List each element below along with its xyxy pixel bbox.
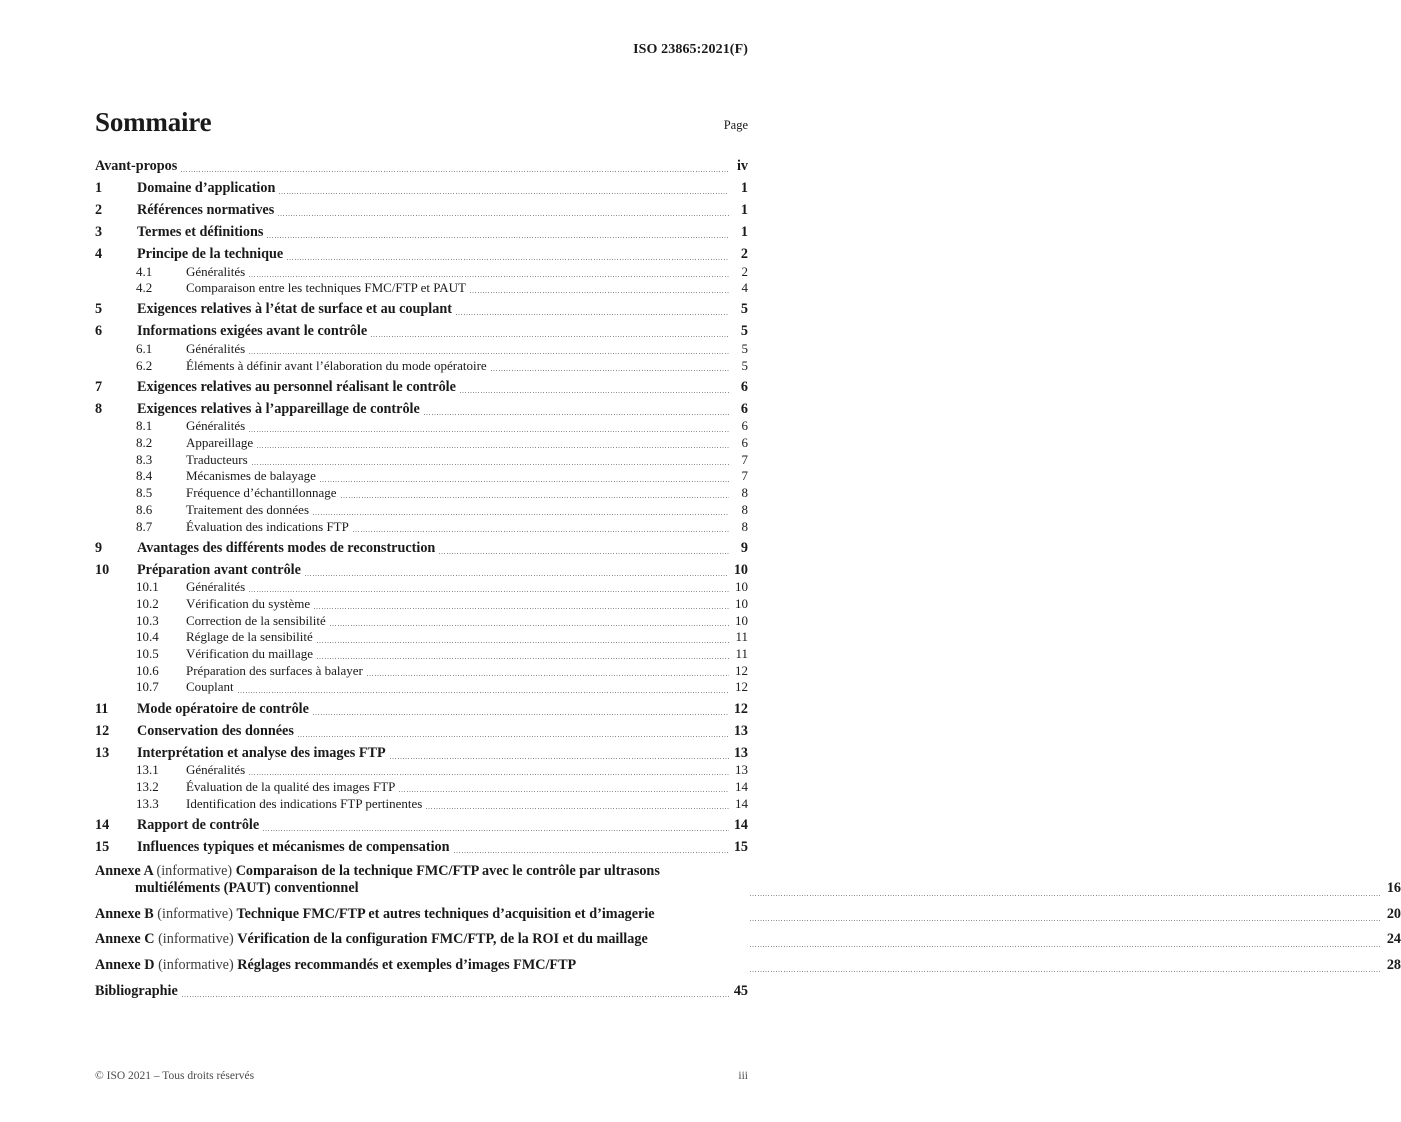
toc-entry-number: 8.6: [136, 501, 153, 517]
dot-leader: [267, 237, 729, 238]
annex-name: Annexe D: [95, 956, 159, 973]
dot-leader: [181, 171, 729, 172]
dot-leader: [182, 996, 729, 997]
annex-kind: (informative): [158, 956, 238, 973]
toc-entry-subclause[interactable]: [95, 484, 748, 501]
toc-entry-subclause[interactable]: [95, 279, 748, 296]
toc-entry-subclause[interactable]: [95, 262, 748, 279]
dot-leader: [313, 514, 729, 515]
toc-entry-page: 5: [741, 340, 748, 356]
dot-leader: [314, 608, 729, 609]
dot-leader: [263, 830, 729, 831]
toc-entry-subclause[interactable]: [95, 645, 748, 662]
dot-leader: [353, 531, 729, 532]
toc-entry-subclause[interactable]: [95, 356, 748, 373]
dot-leader: [249, 774, 729, 775]
toc-entry-page: 5: [741, 357, 748, 373]
toc-entry-page: 11: [735, 629, 748, 645]
toc-entry-number: 4.2: [136, 280, 153, 296]
toc-entry-clause[interactable]: [95, 534, 748, 556]
toc-entry-number: 10.4: [136, 629, 159, 645]
toc-entry-page: 1: [740, 202, 748, 218]
dot-leader: [320, 481, 729, 482]
toc-entry-page: 6: [741, 435, 748, 451]
toc-entry-page: 15: [733, 838, 748, 855]
toc-entry-label: Rapport de contrôle: [137, 816, 260, 833]
dot-leader: [454, 852, 729, 853]
toc-entry-page: 10: [735, 612, 748, 628]
toc-entry-subclause[interactable]: [95, 678, 748, 695]
toc-entry-clause[interactable]: [95, 739, 748, 761]
dot-leader: [426, 808, 729, 809]
toc-entry-page: 28: [1386, 956, 1401, 973]
toc-entry-label: Vérification du maillage: [186, 646, 314, 662]
toc-entry-annex[interactable]: [95, 898, 1401, 924]
annex-label: Technique FMC/FTP et autres techniques d’acquisition et d’imagerie: [236, 905, 655, 922]
toc-entry-clause[interactable]: [95, 811, 748, 833]
toc-entry-number: 1: [95, 180, 103, 196]
toc-entry-number: 10.7: [136, 679, 159, 695]
toc-entry-label: Correction de la sensibilité: [186, 612, 326, 628]
toc-entry-number: 6: [95, 323, 103, 340]
toc-entry-label: Principe de la technique: [137, 246, 284, 262]
dot-leader: [313, 714, 729, 715]
toc-entry-number: 13.2: [136, 778, 159, 794]
toc-entry-number: 6.2: [136, 357, 153, 373]
toc-entry-number: 8.7: [136, 518, 153, 534]
toc-entry-label: Traducteurs: [186, 451, 248, 467]
toc-entry-label: Avant-propos: [95, 158, 178, 174]
dot-leader: [249, 431, 729, 432]
toc-entry-label: Informations exigées avant le contrôle: [137, 323, 368, 340]
toc-entry-annex[interactable]: [95, 949, 1401, 975]
toc-entry-subclause[interactable]: [95, 761, 748, 778]
toc-entry-label: Évaluation des indications FTP: [186, 518, 349, 534]
toc-entry-clause[interactable]: [95, 395, 748, 417]
dot-leader: [287, 259, 729, 260]
toc-entry-page: 6: [740, 378, 748, 395]
toc-entry-subclause[interactable]: [95, 467, 748, 484]
toc-entry-clause[interactable]: [95, 833, 748, 855]
toc-entry-label: Bibliographie: [95, 983, 178, 1000]
dot-leader: [750, 920, 1382, 921]
toc-entry-number: 13.3: [136, 795, 159, 811]
dot-leader: [317, 642, 729, 643]
toc-entry-clause[interactable]: [95, 218, 748, 240]
toc-entry-annex[interactable]: [95, 855, 1401, 898]
toc-entry-number: 4: [95, 246, 103, 262]
toc-entry-page: 10: [735, 579, 748, 595]
toc-entry-number: 10.1: [136, 579, 159, 595]
toc-entry-label: Généralités: [186, 418, 246, 434]
toc-entry-subclause[interactable]: [95, 661, 748, 678]
toc-entry-number: 9: [95, 539, 103, 556]
annex-label: Vérification de la configuration FMC/FTP, de la ROI et du maillage: [237, 931, 648, 948]
toc-entry-label: Généralités: [186, 340, 246, 356]
toc-entry-page: 14: [735, 795, 748, 811]
toc-entry-page: 9: [740, 539, 748, 556]
toc-entry-number: 10: [95, 561, 110, 578]
toc-entry-label: Conservation des données: [137, 722, 294, 739]
toc-entry-page: 6: [740, 400, 748, 417]
toc-entry-clause[interactable]: [95, 317, 748, 339]
toc-entry-page: 13: [733, 722, 748, 739]
toc-entry-subclause[interactable]: [95, 450, 748, 467]
toc-entry-page: 4: [741, 280, 748, 296]
toc-entry-bibliography[interactable]: [95, 974, 748, 999]
dot-leader: [249, 276, 729, 277]
toc-entry-clause[interactable]: [95, 174, 748, 196]
annex-name: Annexe A: [95, 862, 157, 879]
toc-entry-label: Éléments à définir avant l’élaboration du mode opératoire: [186, 357, 487, 373]
toc-entry-label: Traitement des données: [186, 501, 309, 517]
toc-entry-page: 5: [740, 323, 748, 340]
toc-entry-number: 7: [95, 378, 103, 395]
dot-leader: [456, 314, 729, 315]
annex-kind: (informative): [158, 931, 238, 948]
toc-entry-label: Exigences relatives à l’appareillage de contrôle: [137, 400, 420, 417]
toc-entry-label: Influences typiques et mécanismes de compensation: [137, 838, 450, 855]
page-title: Sommaire: [95, 107, 212, 137]
toc-entry-page: 13: [733, 744, 748, 761]
toc-entry-page: 10: [735, 595, 748, 611]
toc-entry-page: 8: [741, 485, 748, 501]
toc-entry-page: 12: [735, 662, 748, 678]
toc-entry-label: Exigences relatives au personnel réalisant le contrôle: [137, 378, 456, 395]
dot-leader: [460, 392, 729, 393]
table-of-contents: [95, 152, 1401, 1000]
toc-entry-subclause[interactable]: [95, 794, 748, 811]
dot-leader: [371, 336, 729, 337]
document-header-standard-ref: ISO 23865:2021(F): [633, 42, 748, 57]
toc-entry-page: 12: [735, 679, 748, 695]
toc-entry-label: Exigences relatives à l’état de surface et au couplant: [137, 301, 452, 318]
toc-entry-label: Mécanismes de balayage: [186, 468, 316, 484]
annex-kind: (informative): [156, 862, 236, 879]
toc-entry-page: 10: [733, 561, 748, 578]
toc-entry-number: 10.3: [136, 612, 159, 628]
annex-label: Réglages recommandés et exemples d’images FMC/FTP: [237, 956, 577, 973]
toc-entry-label: Fréquence d’échantillonnage: [186, 485, 337, 501]
toc-entry-number: 5: [95, 301, 103, 318]
dot-leader: [249, 353, 729, 354]
toc-entry-clause[interactable]: [95, 556, 748, 578]
toc-entry-label: Appareillage: [186, 435, 254, 451]
dot-leader: [330, 625, 729, 626]
toc-entry-number: 11: [95, 700, 109, 717]
toc-entry-number: 14: [95, 816, 110, 833]
toc-entry-page: 11: [735, 646, 748, 662]
dot-leader: [367, 675, 729, 676]
toc-entry-page: 24: [1386, 931, 1401, 948]
dot-leader: [390, 758, 729, 759]
toc-entry-frontmatter[interactable]: [95, 152, 748, 174]
toc-entry-label: Généralités: [186, 263, 246, 279]
toc-entry-page: 5: [740, 301, 748, 318]
toc-entry-label: Généralités: [186, 579, 246, 595]
toc-entry-label: Couplant: [186, 679, 234, 695]
toc-entry-number: 8.4: [136, 468, 153, 484]
toc-entry-label: Vérification du système: [186, 595, 311, 611]
toc-entry-clause[interactable]: [95, 695, 748, 717]
toc-entry-label: Avantages des différents modes de reconstruction: [137, 539, 436, 556]
toc-entry-number: 8.5: [136, 485, 153, 501]
toc-entry-number: 13.1: [136, 762, 159, 778]
toc-entry-label: Préparation des surfaces à balayer: [186, 662, 363, 678]
toc-entry-page: 8: [741, 518, 748, 534]
toc-entry-page: 1: [740, 180, 748, 196]
toc-entry-page: 7: [741, 468, 748, 484]
toc-entry-number: 10.2: [136, 595, 159, 611]
dot-leader: [305, 575, 729, 576]
toc-entry-number: 15: [95, 838, 110, 855]
toc-entry-clause[interactable]: [95, 196, 748, 218]
toc-entry-label: Réglage de la sensibilité: [186, 629, 313, 645]
toc-entry-page: 14: [733, 816, 748, 833]
toc-entry-page: 7: [741, 451, 748, 467]
dot-leader: [750, 971, 1382, 972]
toc-entry-subclause[interactable]: [95, 517, 748, 534]
toc-entry-subclause[interactable]: [95, 578, 748, 595]
toc-entry-annex[interactable]: [95, 923, 1401, 949]
toc-entry-label: Domaine d’application: [137, 180, 276, 196]
toc-entry-label: Évaluation de la qualité des images FTP: [186, 778, 396, 794]
toc-entry-number: 8: [95, 400, 103, 417]
dot-leader: [249, 591, 729, 592]
toc-entry-page: 1: [740, 224, 748, 240]
footer-page-number: iii: [738, 1070, 748, 1082]
dot-leader: [424, 414, 729, 415]
toc-entry-subclause[interactable]: [95, 777, 748, 794]
toc-entry-label: Références normatives: [137, 202, 275, 218]
dot-leader: [491, 370, 729, 371]
toc-entry-clause[interactable]: [95, 717, 748, 739]
toc-entry-label: Préparation avant contrôle: [137, 561, 301, 578]
page-column-header: Page: [723, 118, 748, 132]
toc-entry-subclause[interactable]: [95, 500, 748, 517]
toc-entry-number: 10.5: [136, 646, 159, 662]
toc-entry-page: 45: [733, 983, 748, 1000]
toc-entry-label: Mode opératoire de contrôle: [137, 700, 309, 717]
toc-entry-label: Comparaison entre les techniques FMC/FTP et PAUT: [186, 280, 466, 296]
dot-leader: [278, 215, 729, 216]
toc-entry-page: 2: [740, 246, 748, 262]
dot-leader: [341, 497, 729, 498]
toc-entry-number: 4.1: [136, 263, 153, 279]
footer-copyright: © ISO 2021 – Tous droits réservés: [95, 1070, 255, 1082]
toc-entry-page: 6: [741, 418, 748, 434]
toc-entry-label: Généralités: [186, 762, 246, 778]
dot-leader: [399, 791, 729, 792]
toc-entry-page: 8: [741, 501, 748, 517]
dot-leader: [439, 553, 729, 554]
toc-entry-number: 3: [95, 224, 103, 240]
toc-entry-label: Identification des indications FTP pertinentes: [186, 795, 423, 811]
annex-name: Annexe C: [95, 931, 159, 948]
toc-entry-label: Termes et définitions: [137, 224, 264, 240]
toc-entry-number: 8.1: [136, 418, 153, 434]
toc-entry-page: 12: [733, 700, 748, 717]
dot-leader: [317, 658, 729, 659]
toc-entry-clause[interactable]: [95, 295, 748, 317]
toc-entry-subclause[interactable]: [95, 339, 748, 356]
dot-leader: [750, 946, 1382, 947]
annex-kind: (informative): [157, 905, 237, 922]
toc-entry-number: 6.1: [136, 340, 153, 356]
dot-leader: [470, 292, 729, 293]
dot-leader: [257, 447, 729, 448]
annex-name: Annexe B: [95, 905, 158, 922]
dot-leader: [252, 464, 729, 465]
dot-leader: [750, 895, 1382, 896]
toc-entry-subclause[interactable]: [95, 434, 748, 451]
toc-entry-number: 2: [95, 202, 103, 218]
toc-entry-page: 13: [735, 762, 748, 778]
dot-leader: [279, 193, 729, 194]
toc-entry-subclause[interactable]: [95, 628, 748, 645]
toc-entry-clause[interactable]: [95, 373, 748, 395]
toc-entry-clause[interactable]: [95, 240, 748, 262]
dot-leader: [298, 736, 729, 737]
toc-entry-number: 8.2: [136, 435, 153, 451]
toc-entry-subclause[interactable]: [95, 594, 748, 611]
toc-entry-label: Interprétation et analyse des images FTP: [137, 744, 386, 761]
toc-entry-page: 14: [735, 778, 748, 794]
toc-entry-subclause[interactable]: [95, 611, 748, 628]
toc-entry-page: 20: [1386, 905, 1401, 922]
toc-entry-page: 2: [741, 263, 748, 279]
toc-entry-number: 12: [95, 722, 110, 739]
toc-entry-subclause[interactable]: [95, 417, 748, 434]
annex-label: Comparaison de la technique FMC/FTP avec le contrôle par ultrasons multiéléments (PAUT) conventionnel: [135, 862, 660, 897]
toc-entry-page: 16: [1386, 880, 1401, 897]
dot-leader: [238, 692, 729, 693]
toc-entry-number: 13: [95, 744, 110, 761]
toc-entry-number: 10.6: [136, 662, 159, 678]
toc-entry-page: iv: [736, 158, 748, 174]
toc-entry-number: 8.3: [136, 451, 153, 467]
